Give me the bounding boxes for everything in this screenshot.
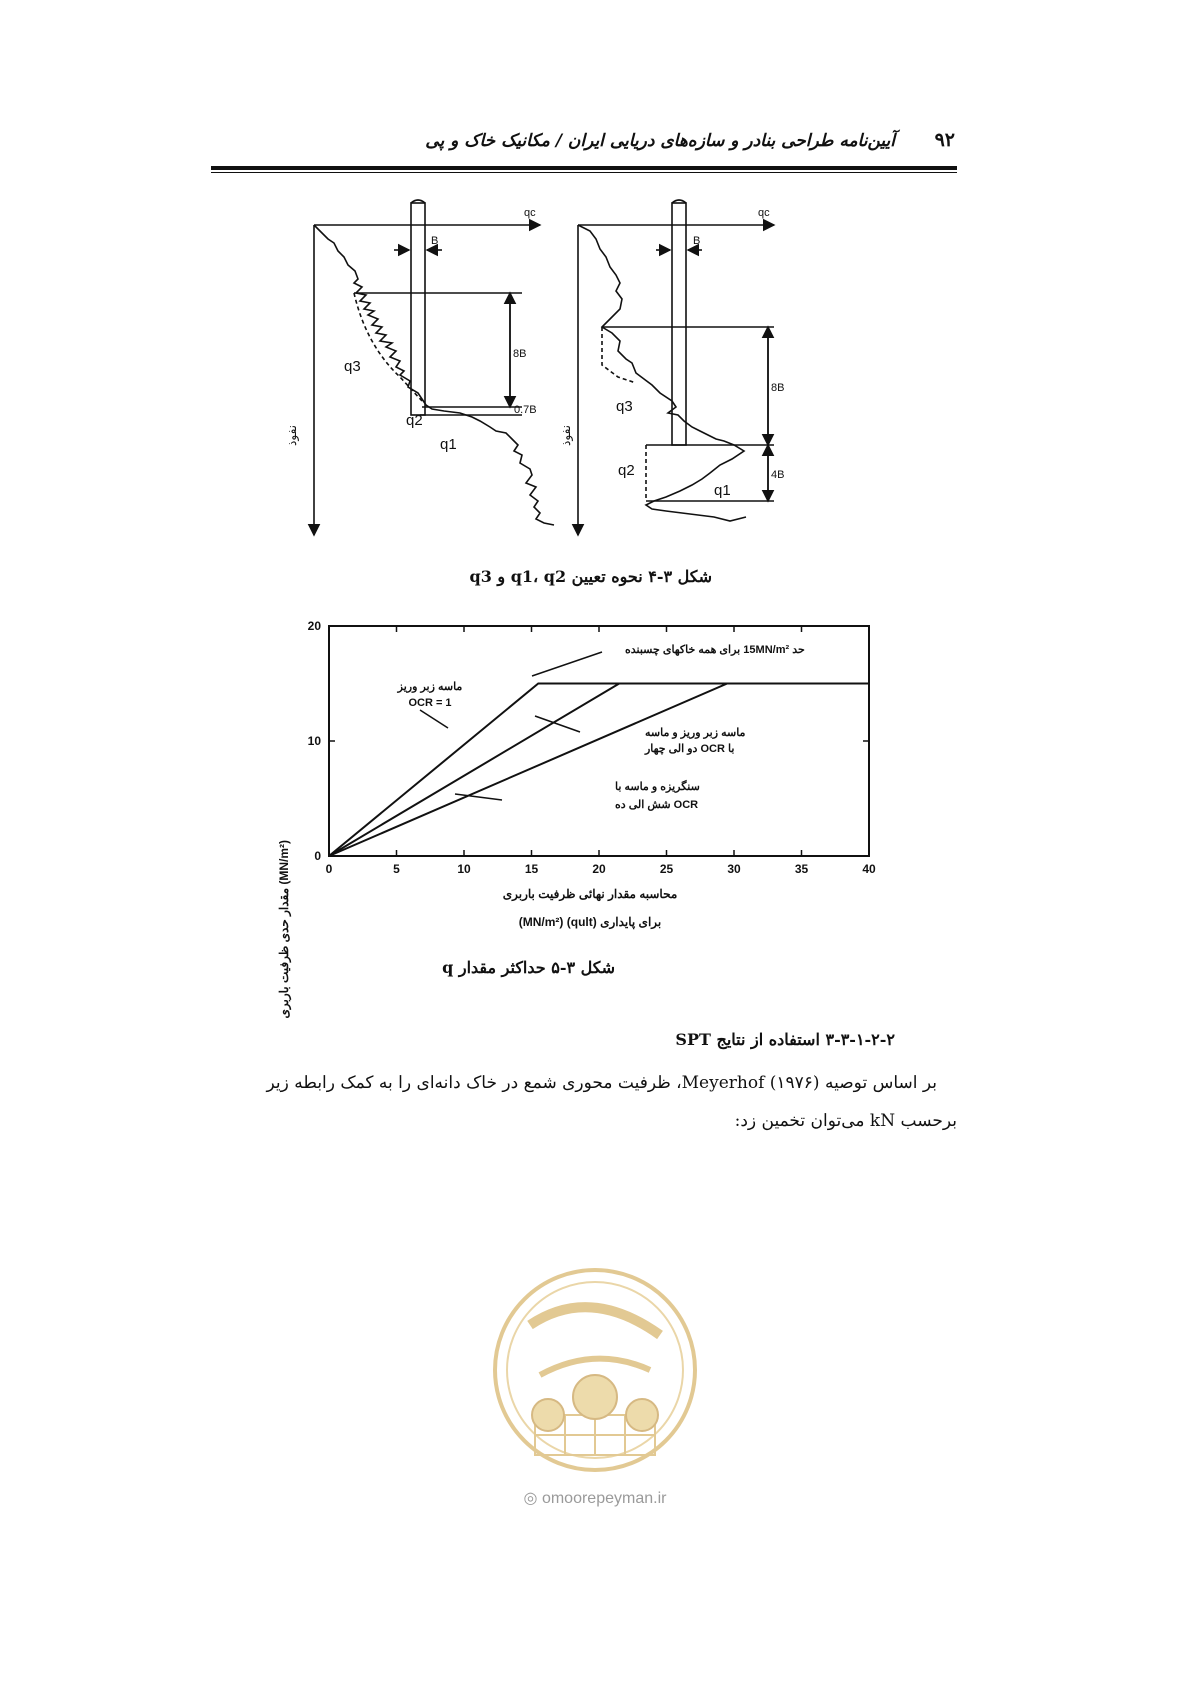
right-panel [578,200,774,535]
left-8b-label: 8B [513,348,527,360]
paragraph-line-1: بر اساس توصیه Meyerhof (۱۹۷۶)، ظرفیت محوری شمع در خاک دانه‌ای را به کمک رابطه زیر [266,1073,937,1093]
watermark-logo [490,1265,700,1475]
watermark-brand-text: omoorepeyman.ir [541,1490,667,1507]
right-4b-label: 4B [771,469,785,481]
series-line-2 [329,684,869,857]
x-tick-label: 0 [325,862,333,876]
header-rule-thin [211,172,957,173]
annotation-fine-sand-line1: ماسه زبر وریز [397,681,463,693]
left-cone-resistance-curve [314,225,554,525]
x-axis-label-line2: برای پایداری (qult) (MN/m²) [518,915,662,929]
paragraph-line-2: برحسب kN می‌توان تخمین زد: [734,1111,957,1131]
leader-fine-sand [420,710,448,728]
right-q3-envelope [602,327,636,383]
y-tick-label: 10 [307,734,321,748]
figure-3-4-cpt-diagrams [285,195,840,585]
y-tick-label: 0 [314,849,321,863]
right-cone-resistance-curve [578,225,746,521]
left-b-label: B [431,235,439,247]
right-qc-label: qc [758,207,770,219]
x-tick-label: 10 [457,862,471,876]
x-tick-label: 5 [393,862,400,876]
x-tick-label: 30 [727,862,741,876]
annotation-coarse-sand-line1: ماسه زبر وریز و ماسه [645,727,746,739]
figure-3-5-caption: شکل ۳-۵ حداکثر مقدار q [442,958,615,977]
annotation-limit: حد 15MN/m² برای همه خاکهای چسبنده [625,644,805,656]
right-8b-label: 8B [771,382,785,394]
annotation-coarse-sand-line2: با OCR دو الی چهار [645,743,735,755]
right-depth-label: نفوذ [559,425,573,446]
y-axis-label: (MN/m²) مقدار حدی ظرفیت باربری [277,840,291,1019]
annotation-gravel-line2: OCR شش الی ده [615,799,699,811]
annotation-gravel-line1: سنگریزه و ماسه با [615,781,700,793]
right-q1-label: q1 [714,482,731,499]
series-line-1 [329,684,869,857]
header-rule-thick [211,166,957,170]
running-header-title: آیین‌نامه طراحی بنادر و سازه‌های دریایی ایران / مکانیک خاک و پی [425,131,895,151]
series-line-3 [329,684,869,857]
x-tick-label: 25 [659,862,674,876]
figure-3-4-caption: شکل ۳-۴ نحوه تعیین q1، q2 و q3 [469,567,712,586]
x-axis-label-line1: محاسبه مقدار نهائی ظرفیت باربری [502,887,678,901]
left-q3-label: q3 [344,358,361,375]
y-tick-label: 20 [307,619,321,633]
left-q1-label: q1 [440,436,457,453]
page-number: ۹۲ [934,129,955,151]
body-paragraph [211,1064,957,1140]
right-b-label: B [693,235,701,247]
annotation-fine-sand-line2: OCR = 1 [408,697,452,709]
globe-icon: ◎ [523,1490,538,1507]
left-pile [411,203,425,415]
left-qc-label: qc [524,207,536,219]
left-07b-label: 0.7B [514,404,537,416]
x-tick-label: 35 [794,862,809,876]
right-q2-label: q2 [618,462,635,479]
left-depth-label: نفوذ [285,425,299,446]
x-tick-label: 15 [524,862,539,876]
right-q3-label: q3 [616,398,633,415]
left-q2-label: q2 [406,412,423,429]
x-tick-label: 20 [592,862,606,876]
watermark-url [470,1488,720,1508]
x-tick-label: 40 [862,862,876,876]
leader-limit [532,652,602,676]
section-heading: ۳-۳-۱-۲-۲ استفاده از نتایج SPT [675,1030,895,1049]
